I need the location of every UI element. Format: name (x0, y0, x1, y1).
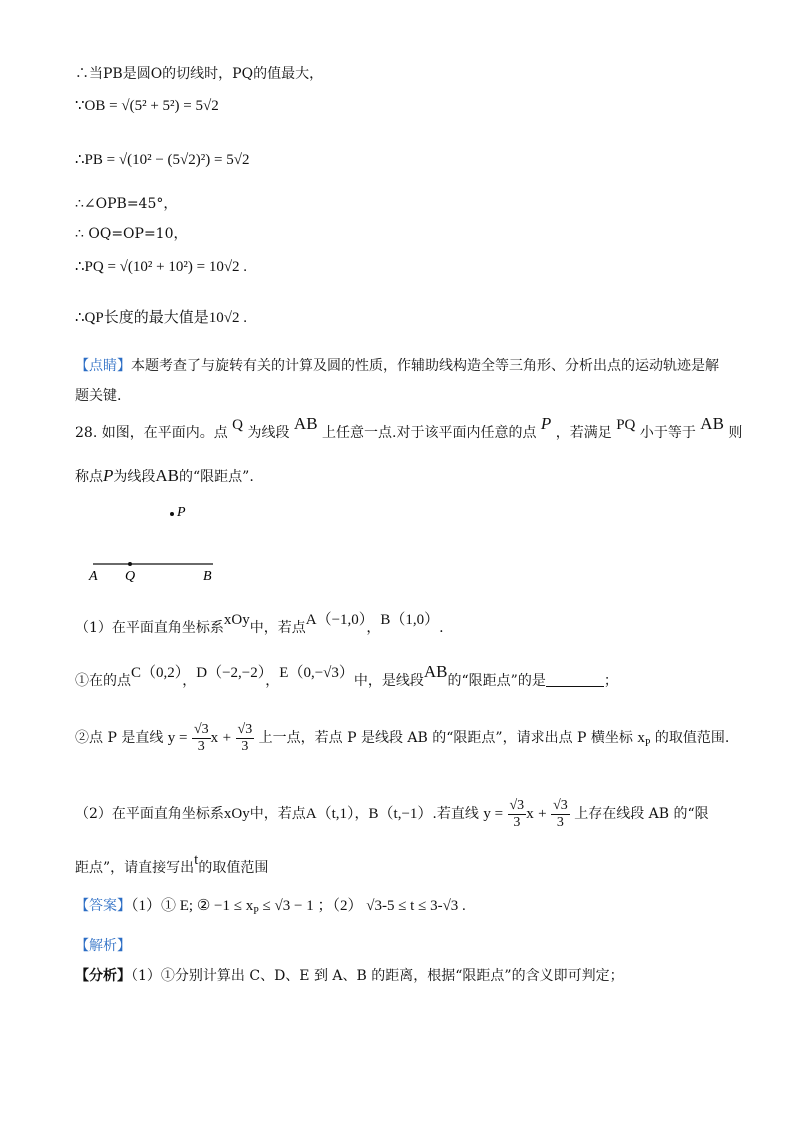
point-q-dot (128, 562, 132, 566)
frac-num-3: √3 (509, 797, 525, 813)
comment-tag: 【点睛】 (75, 358, 131, 374)
q2-frac-1 (192, 722, 211, 755)
q2-a: ②点 P 是直线 (75, 730, 164, 746)
answer-sub: P (253, 905, 259, 917)
q2-plus: + (222, 730, 232, 746)
q1-sep2: ， (265, 673, 280, 689)
segment-figure (85, 500, 225, 590)
q2-frac-2 (236, 722, 255, 755)
segment-ab-label: AB (293, 414, 318, 433)
part1-line (75, 612, 444, 638)
part2-xoy: xOy (223, 806, 250, 822)
problem-number: 28. (75, 425, 98, 441)
fenxi-tag: 【分析】 (75, 968, 131, 984)
part2-b: 中，若点 (249, 806, 306, 822)
figure-label-q: Q (125, 569, 136, 584)
segment-ab-label-2: AB (700, 414, 724, 433)
part2-eq: y = (483, 806, 504, 822)
part2-c: .若直线 (432, 806, 479, 822)
question-2-line (75, 720, 729, 762)
problem-intro-e: 小于等于 (639, 425, 696, 441)
q1-ab: AB (423, 662, 448, 681)
solution-line-2: ∵OB = √(5² + 5²) = 5√2 (75, 98, 219, 114)
analysis-line (75, 936, 131, 956)
problem-intro-line-1 (75, 414, 743, 443)
q1-point-e: E（0,−√3） (279, 665, 354, 681)
q1-end: ； (603, 673, 618, 689)
question-1-line (75, 662, 618, 691)
point-p-label-2: P (103, 466, 114, 485)
part2-plus: + (538, 806, 547, 822)
solution-line-1: ∴当PB是圆O的切线时，PQ的值最大， (75, 66, 324, 82)
solution-line-7: ∴QP长度的最大值是10√2 . (75, 310, 247, 326)
frac-num-4: √3 (553, 797, 568, 813)
q1-point-c: C（0,2） (131, 665, 183, 681)
answer-text: （1）① E; ② −1 ≤ x (131, 898, 254, 914)
problem-intro-c: 上任意一点.对于该平面内任意的点 (322, 425, 537, 441)
q1-sep1: ， (182, 673, 197, 689)
q2-xp: x (637, 730, 645, 746)
fenxi-text: （1）①分别计算出 C、D、E 到 A、B 的距离，根据“限距点”的含义即可判定； (131, 968, 624, 984)
solution-line-5: ∴ OQ=OP=10， (75, 226, 188, 242)
segment-ab-label-3: AB (155, 466, 180, 485)
frac-den-3: 3 (513, 814, 521, 830)
part2-a: （2）在平面直角坐标系 (75, 806, 224, 822)
part2-point-a: A（t,1） (305, 806, 355, 822)
q2-c: 的取值范围. (654, 730, 730, 746)
part2-point-b: B（t,−1） (368, 806, 433, 822)
fenxi-line (75, 966, 624, 986)
part2-x: x (526, 806, 534, 822)
q2-x: x (210, 730, 219, 746)
part2-line-1 (75, 796, 709, 832)
frac-den-4: 3 (556, 814, 564, 830)
answer-tag: 【答案】 (75, 898, 131, 914)
problem-line2-c: 的“限距点”. (179, 469, 254, 485)
answer-text-2: ≤ √3 − 1 ；（2） √3-5 ≤ t ≤ 3-√3 . (258, 898, 466, 914)
part2-line2-b: 的取值范围 (198, 860, 269, 876)
part1-mid: 中，若点 (249, 620, 306, 636)
part2-t: t (194, 852, 199, 868)
point-p-dot (170, 512, 174, 516)
q2-b: 上一点，若点 P 是线段 AB 的“限距点”，请求出点 P 横坐标 (258, 730, 633, 746)
part1-sep: ， (366, 620, 381, 636)
solution-line-6: ∴PQ = √(10² + 10²) = 10√2 . (75, 259, 248, 275)
part2-sep: ， (354, 806, 369, 822)
comment-text-1: 本题考查了与旋转有关的计算及圆的性质，作辅助线构造全等三角形、分析出点的运动轨迹是解 (131, 358, 719, 374)
frac-num-2: √3 (237, 721, 253, 737)
solution-line-4: ∴∠OPB=45°， (75, 196, 178, 212)
frac-num: √3 (193, 721, 209, 737)
part1-end: . (439, 620, 444, 636)
problem-intro-f: 则 (728, 425, 743, 441)
point-p-label: P (540, 414, 552, 433)
frac-den: 3 (197, 738, 205, 754)
point-q-label: Q (232, 417, 244, 433)
answer-line (75, 896, 466, 922)
q1-a: ①在的点 (75, 673, 131, 689)
part2-d: 上存在线段 AB 的“限 (574, 806, 709, 822)
frac-den-2: 3 (241, 738, 249, 754)
problem-line2-a: 称点 (75, 469, 103, 485)
part1-label: （1）在平面直角坐标系 (75, 620, 224, 636)
part1-point-b: B（1,0） (380, 612, 440, 628)
comment-line-2: 题关键. (75, 388, 122, 404)
comment-line-1 (75, 356, 719, 376)
figure-label-p: P (177, 505, 186, 520)
part2-line-2 (75, 852, 269, 878)
figure-label-b: B (203, 569, 212, 584)
part1-point-a: A（−1,0） (305, 612, 367, 628)
part2-line2-a: 距点”，请直接写出 (75, 860, 195, 876)
part1-xoy: xOy (223, 612, 250, 628)
problem-intro-a: 如图，在平面内。点 (101, 425, 228, 441)
problem-intro-line-2 (75, 466, 254, 487)
problem-intro-d: ，若满足 (555, 425, 612, 441)
analysis-tag: 【解析】 (75, 938, 131, 954)
q1-b: 中，是线段 (353, 673, 424, 689)
answer-blank[interactable] (546, 672, 604, 687)
part2-frac-1 (508, 798, 527, 831)
q1-c: 的“限距点”的是 (447, 673, 546, 689)
q1-point-d: D（−2,−2） (196, 665, 266, 681)
part2-frac-2 (551, 798, 570, 831)
figure-label-a: A (89, 569, 98, 584)
q2-eq: y = (167, 730, 188, 746)
solution-line-3: ∴PB = √(10² − (5√2)²) = 5√2 (75, 152, 250, 168)
q2-sub: P (644, 737, 651, 749)
pq-label: PQ (616, 417, 636, 433)
problem-line2-b: 为线段 (113, 469, 156, 485)
problem-intro-b: 为线段 (247, 425, 290, 441)
